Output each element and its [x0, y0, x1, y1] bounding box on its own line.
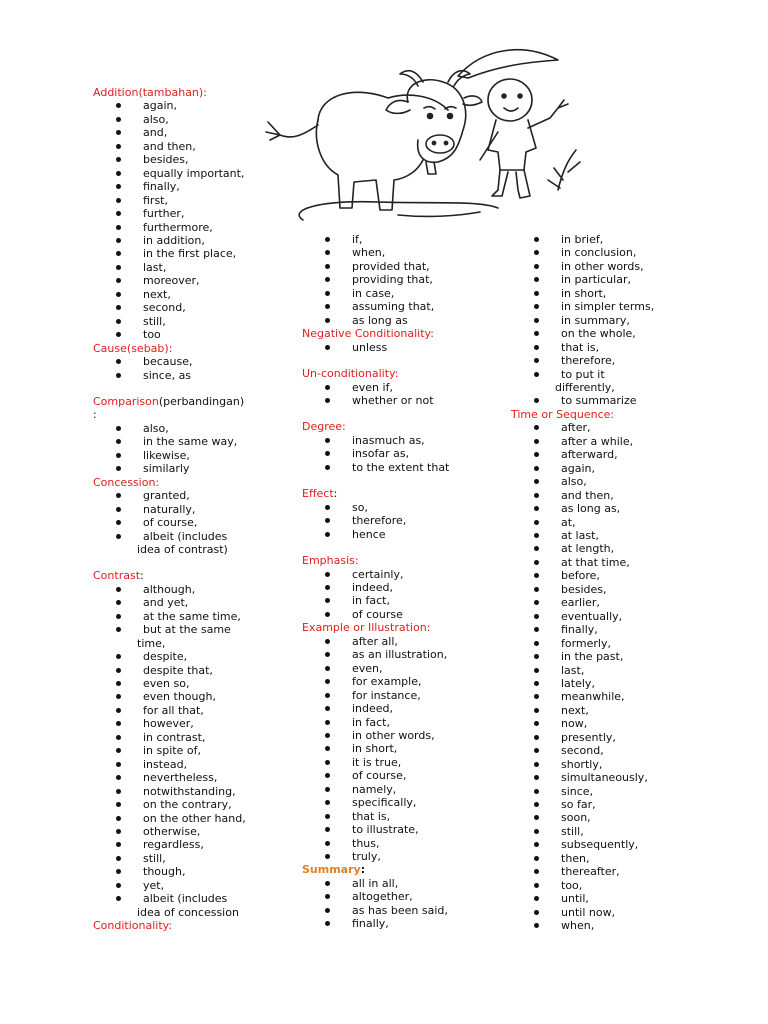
list-item: certainly, [302, 568, 507, 581]
contrast-list [93, 583, 293, 919]
list-item: second, [93, 301, 293, 314]
contrast-heading: Contrast: [93, 569, 144, 583]
list-item: next, [511, 704, 711, 717]
list-item: moreover, [93, 274, 293, 287]
list-item: even, [302, 662, 507, 675]
list-item: therefore, [302, 514, 507, 527]
summary-list [302, 877, 507, 931]
list-item: despite that, [93, 664, 293, 677]
list-item: in brief, [511, 233, 711, 246]
list-item: on the whole, [511, 327, 711, 340]
list-item: yet, [93, 879, 293, 892]
comparison-heading: Comparison(perbandingan) [93, 394, 245, 408]
list-item: indeed, [302, 702, 507, 715]
list-item: and, [93, 126, 293, 139]
list-item: also, [93, 422, 293, 435]
list-item: at last, [511, 529, 711, 542]
list-item: in conclusion, [511, 246, 711, 259]
conditionality-heading: Conditionality: [93, 919, 173, 933]
list-item: of course, [93, 516, 293, 529]
list-item: unless [302, 341, 507, 354]
list-item: since, as [93, 369, 293, 382]
list-item: in spite of, [93, 744, 293, 757]
list-item: and then, [511, 489, 711, 502]
list-item: so, [302, 501, 507, 514]
column-2 [302, 233, 507, 931]
list-item: at the same time, [93, 610, 293, 623]
list-item: before, [511, 569, 711, 582]
list-item: notwithstanding, [93, 785, 293, 798]
list-item: insofar as, [302, 447, 507, 460]
list-item: still, [93, 315, 293, 328]
column-1 [93, 86, 293, 933]
list-item-continuation: idea of contrast) [137, 542, 228, 556]
list-item: hence [302, 528, 507, 541]
time-list [511, 421, 711, 932]
list-item: eventually, [511, 610, 711, 623]
list-item: for instance, [302, 689, 507, 702]
list-item: on the contrary, [93, 798, 293, 811]
list-item: lately, [511, 677, 711, 690]
list-item: on the other hand, [93, 812, 293, 825]
list-item: then, [511, 852, 711, 865]
negative-conditionality-heading: Negative Conditionality: [302, 327, 434, 341]
column-3 [511, 233, 711, 933]
list-item: too [93, 328, 293, 341]
effect-heading: Effect: [302, 487, 338, 501]
list-item: namely, [302, 783, 507, 796]
list-item: last, [93, 261, 293, 274]
list-item: in the past, [511, 650, 711, 663]
list-item: in the same way, [93, 435, 293, 448]
list-item: after all, [302, 635, 507, 648]
list-item: it is true, [302, 756, 507, 769]
list-item: subsequently, [511, 838, 711, 851]
list-item: thus, [302, 837, 507, 850]
list-item: as long as [302, 314, 507, 327]
list-item: altogether, [302, 890, 507, 903]
list-item: as an illustration, [302, 648, 507, 661]
list-item: to the extent that [302, 461, 507, 474]
list-item: again, [511, 462, 711, 475]
time-heading: Time or Sequence: [511, 407, 615, 421]
effect-list [302, 501, 507, 541]
list-item: earlier, [511, 596, 711, 609]
list-item: soon, [511, 811, 711, 824]
list-item: in other words, [302, 729, 507, 742]
list-item: and yet, [93, 596, 293, 609]
list-item: all in all, [302, 877, 507, 890]
list-item: when, [302, 246, 507, 259]
list-item: again, [93, 99, 293, 112]
summary-heading: Summary: [302, 863, 366, 877]
list-item: therefore, [511, 354, 711, 367]
list-item: and then, [93, 140, 293, 153]
list-item-continuation: idea of concession [137, 905, 239, 919]
concession-heading: Concession: [93, 475, 160, 489]
addition-heading: Addition(tambahan): [93, 86, 207, 99]
list-item: afterward, [511, 448, 711, 461]
list-item: also, [511, 475, 711, 488]
conditionality-list [302, 233, 507, 327]
list-item: further, [93, 207, 293, 220]
list-item: in fact, [302, 716, 507, 729]
degree-heading: Degree: [302, 420, 346, 434]
list-item: in summary, [511, 314, 711, 327]
list-item: so far, [511, 798, 711, 811]
list-item: besides, [511, 583, 711, 596]
list-item: otherwise, [93, 825, 293, 838]
list-item: providing that, [302, 273, 507, 286]
addition-list [93, 99, 293, 341]
list-item: assuming that, [302, 300, 507, 313]
list-item: in other words, [511, 260, 711, 273]
summary-continued-list [511, 233, 711, 408]
list-item: that is, [511, 341, 711, 354]
list-item: shortly, [511, 758, 711, 771]
comparison-heading-colon: : [93, 408, 97, 422]
list-item: for example, [302, 675, 507, 688]
list-item: regardless, [93, 838, 293, 851]
list-item-continuation: differently, [555, 380, 615, 394]
list-item: in case, [302, 287, 507, 300]
list-item: at length, [511, 542, 711, 555]
list-item: as has been said, [302, 904, 507, 917]
list-item: in short, [511, 287, 711, 300]
list-item: in addition, [93, 234, 293, 247]
list-item: after, [511, 421, 711, 434]
list-item: now, [511, 717, 711, 730]
list-item: of course, [302, 769, 507, 782]
list-item: next, [93, 288, 293, 301]
emphasis-list [302, 568, 507, 622]
list-item-continuation: time, [137, 636, 166, 650]
list-item: when, [511, 919, 711, 932]
list-item: albeit (includes idea of contrast) [93, 530, 293, 557]
list-item: at, [511, 516, 711, 529]
list-item: until now, [511, 906, 711, 919]
boy-and-buffalo-illustration [258, 40, 588, 230]
list-item: in the first place, [93, 247, 293, 260]
emphasis-heading: Emphasis: [302, 554, 359, 568]
list-item: nevertheless, [93, 771, 293, 784]
list-item: after a while, [511, 435, 711, 448]
list-item: because, [93, 355, 293, 368]
list-item: too, [511, 879, 711, 892]
list-item: for all that, [93, 704, 293, 717]
list-item: finally, [302, 917, 507, 930]
list-item: inasmuch as, [302, 434, 507, 447]
list-item: furthermore, [93, 221, 293, 234]
list-item: instead, [93, 758, 293, 771]
list-item: first, [93, 194, 293, 207]
list-item: in particular, [511, 273, 711, 286]
list-item: in short, [302, 742, 507, 755]
list-item: as long as, [511, 502, 711, 515]
list-item: at that time, [511, 556, 711, 569]
list-item: since, [511, 785, 711, 798]
example-list [302, 635, 507, 864]
list-item: similarly [93, 462, 293, 475]
list-item: in simpler terms, [511, 300, 711, 313]
list-item: although, [93, 583, 293, 596]
list-item: if, [302, 233, 507, 246]
list-item: whether or not [302, 394, 507, 407]
list-item: still, [511, 825, 711, 838]
degree-list [302, 434, 507, 474]
list-item: even if, [302, 381, 507, 394]
concession-list [93, 489, 293, 556]
list-item: even so, [93, 677, 293, 690]
list-item: simultaneously, [511, 771, 711, 784]
list-item: naturally, [93, 503, 293, 516]
list-item: last, [511, 664, 711, 677]
list-item: likewise, [93, 449, 293, 462]
unconditionality-heading: Un-conditionality: [302, 367, 399, 381]
list-item: thereafter, [511, 865, 711, 878]
list-item: despite, [93, 650, 293, 663]
comparison-list [93, 422, 293, 476]
list-item: still, [93, 852, 293, 865]
cause-heading: Cause(sebab): [93, 341, 173, 355]
list-item: also, [93, 113, 293, 126]
list-item: to summarize [511, 394, 711, 407]
list-item: that is, [302, 810, 507, 823]
list-item: however, [93, 717, 293, 730]
list-item: granted, [93, 489, 293, 502]
list-item: but at the same time, [93, 623, 293, 650]
negative-conditionality-list [302, 341, 507, 354]
list-item: specifically, [302, 796, 507, 809]
list-item: even though, [93, 690, 293, 703]
list-item: in fact, [302, 594, 507, 607]
list-item: finally, [93, 180, 293, 193]
list-item: besides, [93, 153, 293, 166]
list-item: equally important, [93, 167, 293, 180]
list-item: in contrast, [93, 731, 293, 744]
list-item: second, [511, 744, 711, 757]
list-item: indeed, [302, 581, 507, 594]
list-item: finally, [511, 623, 711, 636]
list-item: of course [302, 608, 507, 621]
list-item: presently, [511, 731, 711, 744]
list-item: truly, [302, 850, 507, 863]
example-heading: Example or Illustration: [302, 621, 431, 635]
list-item: albeit (includes idea of concession [93, 892, 293, 919]
list-item: formerly, [511, 637, 711, 650]
list-item: to illustrate, [302, 823, 507, 836]
list-item: until, [511, 892, 711, 905]
cause-list [93, 355, 293, 382]
unconditionality-list [302, 381, 507, 408]
list-item: meanwhile, [511, 690, 711, 703]
list-item: though, [93, 865, 293, 878]
list-item: provided that, [302, 260, 507, 273]
list-item: to put it differently, [511, 368, 711, 395]
